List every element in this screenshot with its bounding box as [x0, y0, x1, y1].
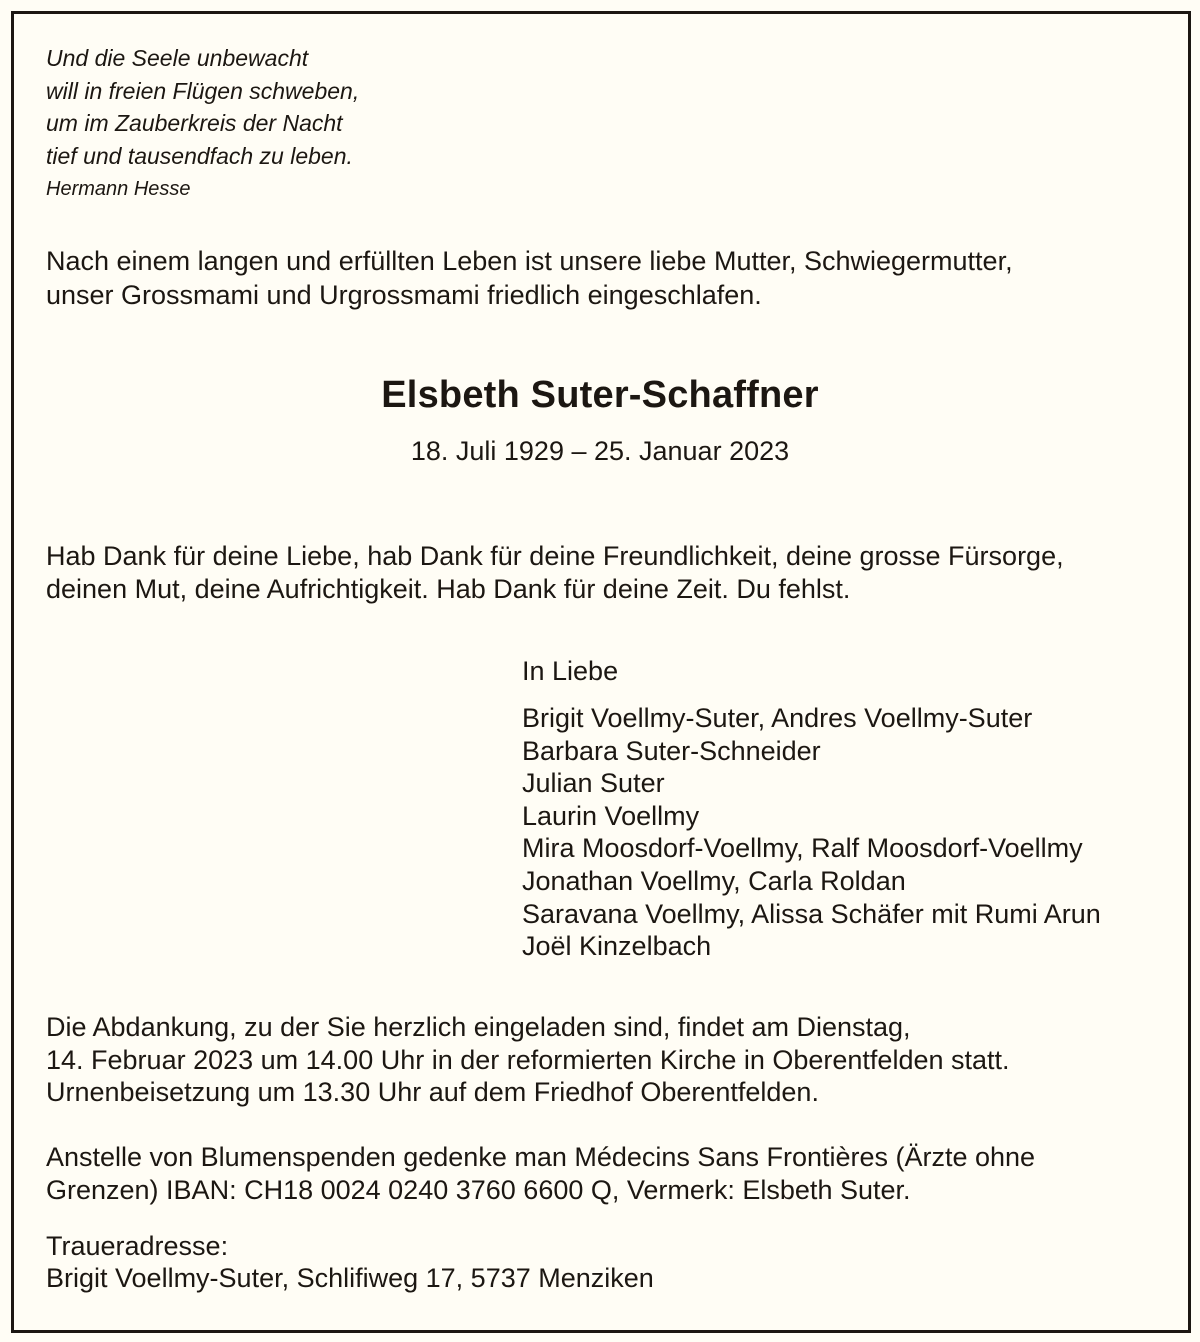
ceremony-line: Die Abdankung, zu der Sie herzlich eingeladen sind, findet am Dienstag, — [46, 1012, 911, 1042]
mourner-name: Mira Moosdorf-Voellmy, Ralf Moosdorf-Voellmy — [522, 833, 1083, 864]
intro-paragraph — [46, 244, 1013, 312]
poem-block — [46, 42, 359, 206]
address-value: Brigit Voellmy-Suter, Schlifiweg 17, 5737 Menziken — [46, 1263, 654, 1293]
mourner-name: Julian Suter — [522, 768, 665, 799]
poem-line: will in freien Flügen schweben, — [46, 77, 360, 104]
mourner-name: Barbara Suter-Schneider — [522, 735, 821, 766]
mourner-name: Brigit Voellmy-Suter, Andres Voellmy-Suter — [522, 703, 1033, 733]
address-label: Traueradresse: — [46, 1231, 229, 1261]
intro-line: unser Grossmami und Urgrossmami friedlich eingeschlafen. — [46, 280, 762, 310]
poem-author: Hermann Hesse — [46, 178, 191, 200]
poem-line: um im Zauberkreis der Nacht — [46, 110, 343, 136]
poem-line: Und die Seele unbewacht — [46, 45, 309, 71]
thanks-line: deinen Mut, deine Aufrichtigkeit. Hab Dank für deine Zeit. Du fehlst. — [46, 574, 851, 604]
ceremony-line: 14. Februar 2023 um 14.00 Uhr in der reformierten Kirche in Oberentfelden statt. — [46, 1044, 1010, 1075]
mourner-name: Saravana Voellmy, Alissa Schäfer mit Rumi Arun — [522, 898, 1101, 929]
donation-line: Anstelle von Blumenspenden gedenke man Médecins Sans Frontières (Ärzte ohne — [46, 1142, 1036, 1172]
intro-line: Nach einem langen und erfüllten Leben ist unsere liebe Mutter, Schwiegermutter, — [46, 246, 1013, 276]
life-dates: 18. Juli 1929 – 25. Januar 2023 — [410, 436, 790, 466]
thanks-line: Hab Dank für deine Liebe, hab Dank für deine Freundlichkeit, deine grosse Fürsorge, — [46, 541, 1064, 571]
donation-line: Grenzen) IBAN: CH18 0024 0240 3760 6600 Q, Vermerk: Elsbeth Suter. — [46, 1175, 911, 1205]
ceremony-line: Urnenbeisetzung um 13.30 Uhr auf dem Friedhof Oberentfelden. — [46, 1077, 819, 1107]
deceased-name: Elsbeth Suter-Schaffner — [381, 374, 819, 416]
mourners-heading: In Liebe — [522, 656, 619, 686]
mourner-name: Laurin Voellmy — [522, 800, 700, 831]
thanks-paragraph — [46, 540, 1064, 606]
mourners-list — [522, 702, 1101, 963]
ceremony-paragraph — [46, 1011, 1010, 1109]
mourner-name: Jonathan Voellmy, Carla Roldan — [522, 865, 906, 896]
mourner-name: Joël Kinzelbach — [522, 931, 712, 962]
mourning-address — [46, 1230, 654, 1294]
poem-line: tief und tausendfach zu leben. — [46, 142, 353, 169]
donation-paragraph — [46, 1141, 1035, 1207]
